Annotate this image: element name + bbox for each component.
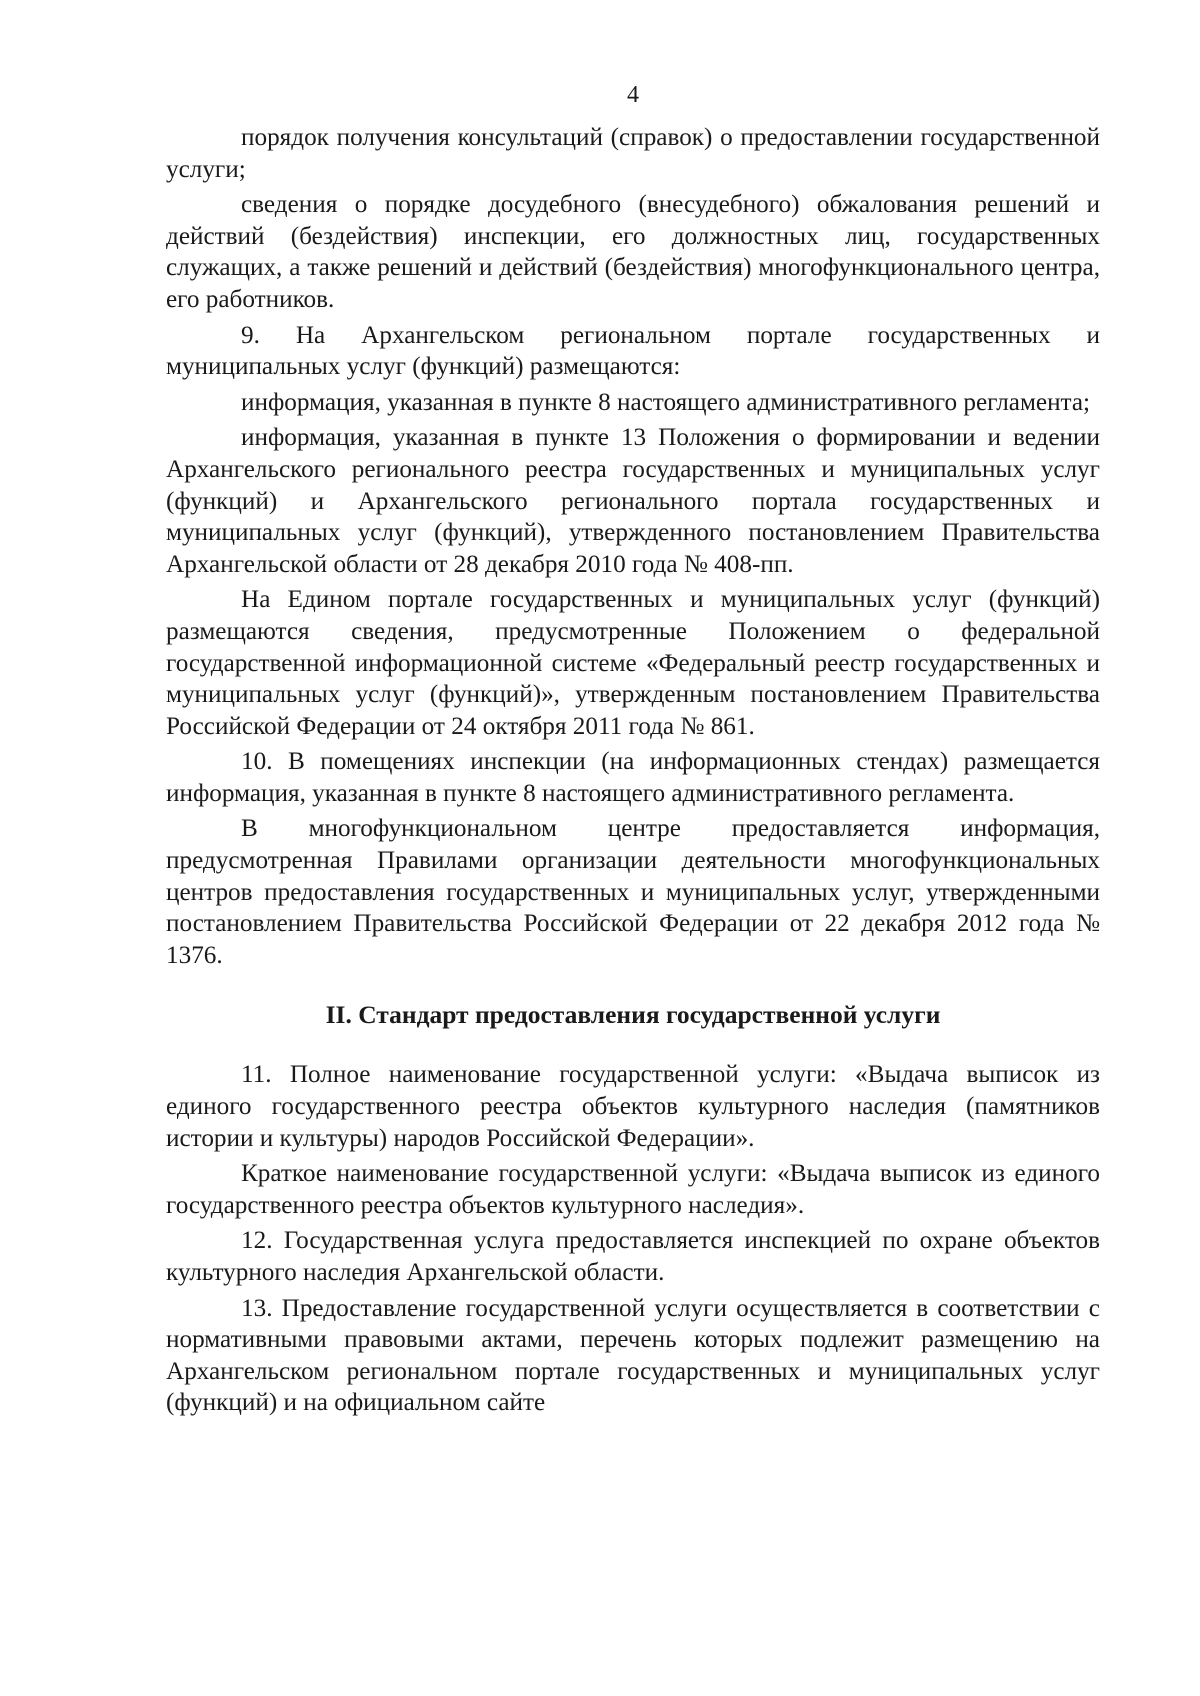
paragraph-13-legal-basis: 13. Предоставление государственной услуги осуществляется в соответствии с нормативными правовыми актами, перечень которых подлежит размещению на Архангельском региональном портале государственных и муниципальных услуг (функций) и на официальном сайте: [166, 1294, 1100, 1417]
paragraph-mfc-info: В многофункциональном центре предоставляется информация, предусмотренная Правилами организации деятельности многофункциональных центров предоставления государственных и муниципальных услуг, утвержденными постановлением Правительства Российской Федерации от 22 декабря 2012 года № 1376.: [166, 815, 1100, 969]
paragraph-consultation-order: порядок получения консультаций (справок) о предоставлении государственной услуги;: [166, 124, 1100, 183]
paragraph-appeal-info: сведения о порядке досудебного (внесудебного) обжалования решений и действий (бездействия) инспекции, его должностных лиц, государственных служащих, а также решений и действий (бездействия) многофункционального центра, его работников.: [166, 191, 1100, 313]
paragraph-unified-portal: На Едином портале государственных и муниципальных услуг (функций) размещаются сведения, предусмотренные Положением о федеральной государственной информационной системе «Федеральный реестр государственных и муниципальных услуг (функций)», утвержденным постановлением Правительства Российской Федерации от 24 октября 2011 года № 861.: [166, 586, 1100, 740]
paragraph-11-full-name: 11. Полное наименование государственной услуги: «Выдача выписок из единого государственного реестра объектов культурного наследия (памятников истории и культуры) народов Российской Федерации».: [166, 1061, 1100, 1152]
paragraph-short-name: Краткое наименование государственной услуги: «Выдача выписок из единого государственного реестра объектов культурного наследия».: [166, 1160, 1100, 1219]
body-text-after: [166, 1059, 1100, 1419]
paragraph-10-info-stands: 10. В помещениях инспекции (на информационных стендах) размещается информация, указанная в пункте 8 настоящего административного регламента.: [166, 748, 1100, 807]
paragraph-9-regional-portal: 9. На Архангельском региональном портале государственных и муниципальных услуг (функций) размещаются:: [166, 321, 1100, 381]
paragraph-12-provider: 12. Государственная услуга предоставляется инспекцией по охране объектов культурного наследия Архангельской области.: [166, 1227, 1100, 1286]
section-heading: II. Стандарт предоставления государственной услуги: [325, 1000, 941, 1030]
paragraph-info-clause-8: информация, указанная в пункте 8 настоящего административного регламента;: [241, 388, 1091, 416]
body-text-before: [166, 122, 1100, 971]
page-number: 4: [627, 82, 639, 108]
paragraph-info-clause-13: информация, указанная в пункте 13 Положения о формировании и ведении Архангельского регионального реестра государственных и муниципальных услуг (функций) и Архангельского регионального портала государственных и муниципальных услуг (функций), утвержденного постановлением Правительства Архангельской области от 28 декабря 2010 года № 408-пп.: [166, 424, 1100, 578]
